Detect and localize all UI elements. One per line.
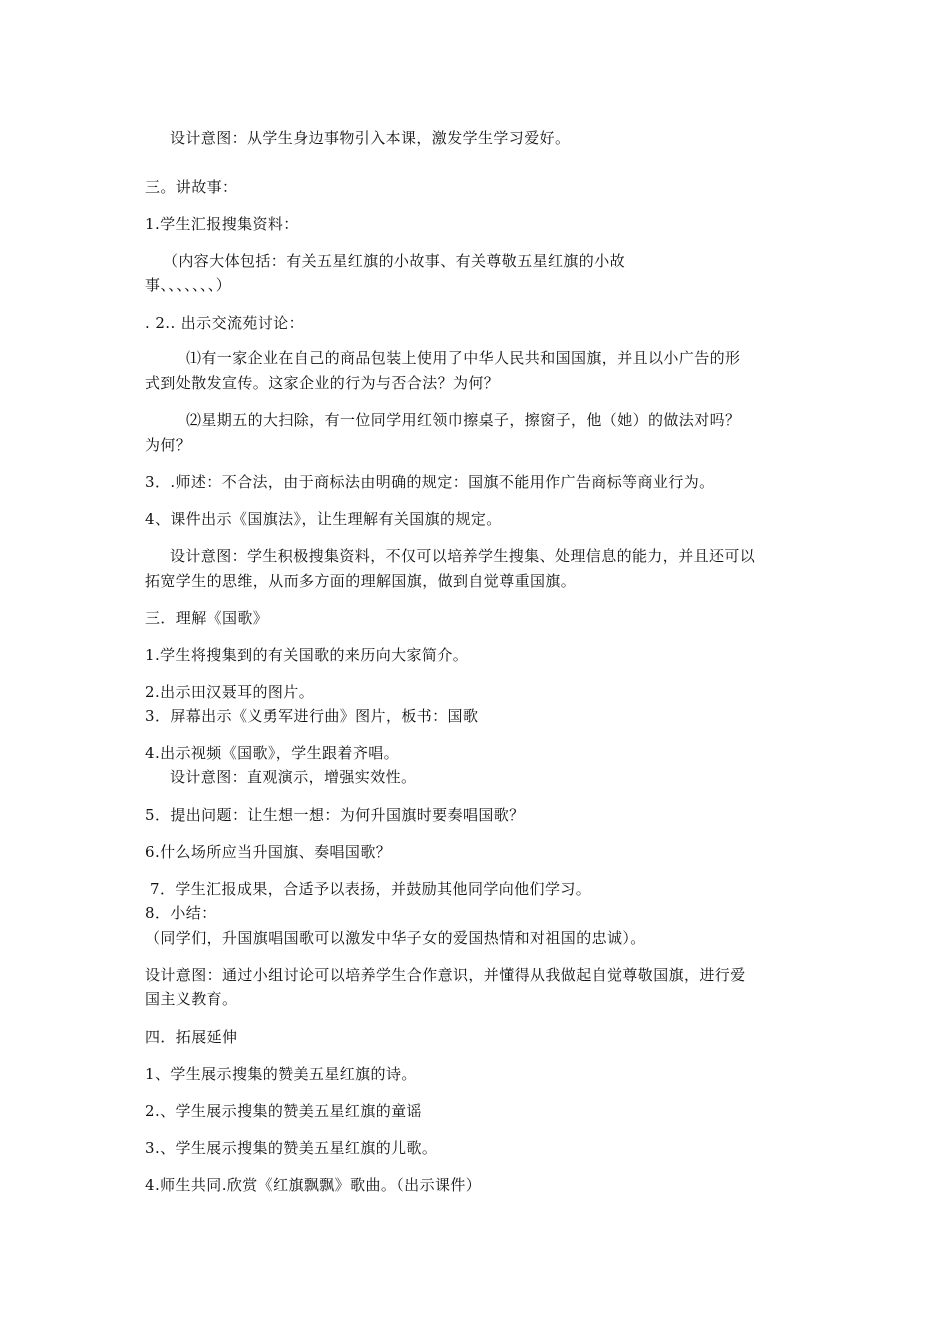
design-intent-3: 设计意图：直观演示，增强实效性。 bbox=[170, 768, 417, 786]
section-heading-anthem: 三．理解《国歌》 bbox=[145, 609, 269, 627]
list-item: 4.师生共同.欣赏《红旗飘飘》歌曲。（出示课件） bbox=[145, 1176, 482, 1194]
paragraph-line: ⑵星期五的大扫除，有一位同学用红领巾擦桌子，擦窗子，他（她）的做法对吗？ bbox=[186, 411, 741, 429]
design-intent-4: 设计意图：通过小组讨论可以培养学生合作意识，并懂得从我做起自觉尊敬国旗，进行爱 bbox=[145, 966, 746, 984]
list-item: 1.学生将搜集到的有关国歌的来历向大家简介。 bbox=[145, 646, 469, 664]
section-heading-storytelling: 三。讲故事： bbox=[145, 178, 238, 196]
list-item: 4、课件出示《国旗法》，让生理解有关国旗的规定。 bbox=[145, 510, 502, 528]
list-item: 3．屏幕出示《义勇军进行曲》图片，板书：国歌 bbox=[145, 707, 479, 725]
list-item: 2.出示田汉聂耳的图片。 bbox=[145, 683, 315, 701]
design-intent-1: 设计意图：从学生身边事物引入本课，激发学生学习爱好。 bbox=[170, 129, 571, 147]
paragraph-line: 事、、、、、、、） bbox=[145, 276, 232, 294]
paragraph-line: 为何？ bbox=[145, 436, 192, 454]
summary-line: （同学们，升国旗唱国歌可以激发中华子女的爱国热情和对祖国的忠诚）。 bbox=[145, 929, 646, 947]
list-item: 7．学生汇报成果，合适予以表扬，并鼓励其他同学向他们学习。 bbox=[150, 880, 592, 898]
paragraph-line: 式到处散发宣传。这家企业的行为与否合法？为何？ bbox=[145, 374, 500, 392]
list-item: 6.什么场所应当升国旗、奏唱国歌？ bbox=[145, 843, 392, 861]
paragraph-line: （内容大体包括：有关五星红旗的小故事、有关尊敬五星红旗的小故 bbox=[163, 252, 626, 270]
list-item: 8．小结： bbox=[145, 904, 217, 922]
paragraph-line: ⑴有一家企业在自己的商品包装上使用了中华人民共和国国旗，并且以小广告的形 bbox=[186, 349, 741, 367]
list-item: 3.、学生展示搜集的赞美五星红旗的儿歌。 bbox=[145, 1139, 438, 1157]
list-item: 2.、学生展示搜集的赞美五星红旗的童谣 bbox=[145, 1102, 422, 1120]
section-heading-extension: 四．拓展延伸 bbox=[145, 1028, 238, 1046]
paragraph-line: 国主义教育。 bbox=[145, 990, 238, 1008]
list-item: 5．提出问题：让生想一想：为何升国旗时要奏唱国歌？ bbox=[145, 806, 525, 824]
design-intent-2: 设计意图：学生积极搜集资料，不仅可以培养学生搜集、处理信息的能力，并且还可以 bbox=[170, 547, 756, 565]
list-item: 3．.师述：不合法，由于商标法由明确的规定：国旗不能用作广告商标等商业行为。 bbox=[145, 473, 715, 491]
list-item: . 2.. 出示交流苑讨论： bbox=[145, 314, 304, 332]
list-item: 1.学生汇报搜集资料： bbox=[145, 215, 299, 233]
list-item: 1、学生展示搜集的赞美五星红旗的诗。 bbox=[145, 1065, 417, 1083]
list-item: 4.出示视频《国歌》，学生跟着齐唱。 bbox=[145, 744, 400, 762]
paragraph-line: 拓宽学生的思维，从而多方面的理解国旗，做到自觉尊重国旗。 bbox=[145, 572, 577, 590]
